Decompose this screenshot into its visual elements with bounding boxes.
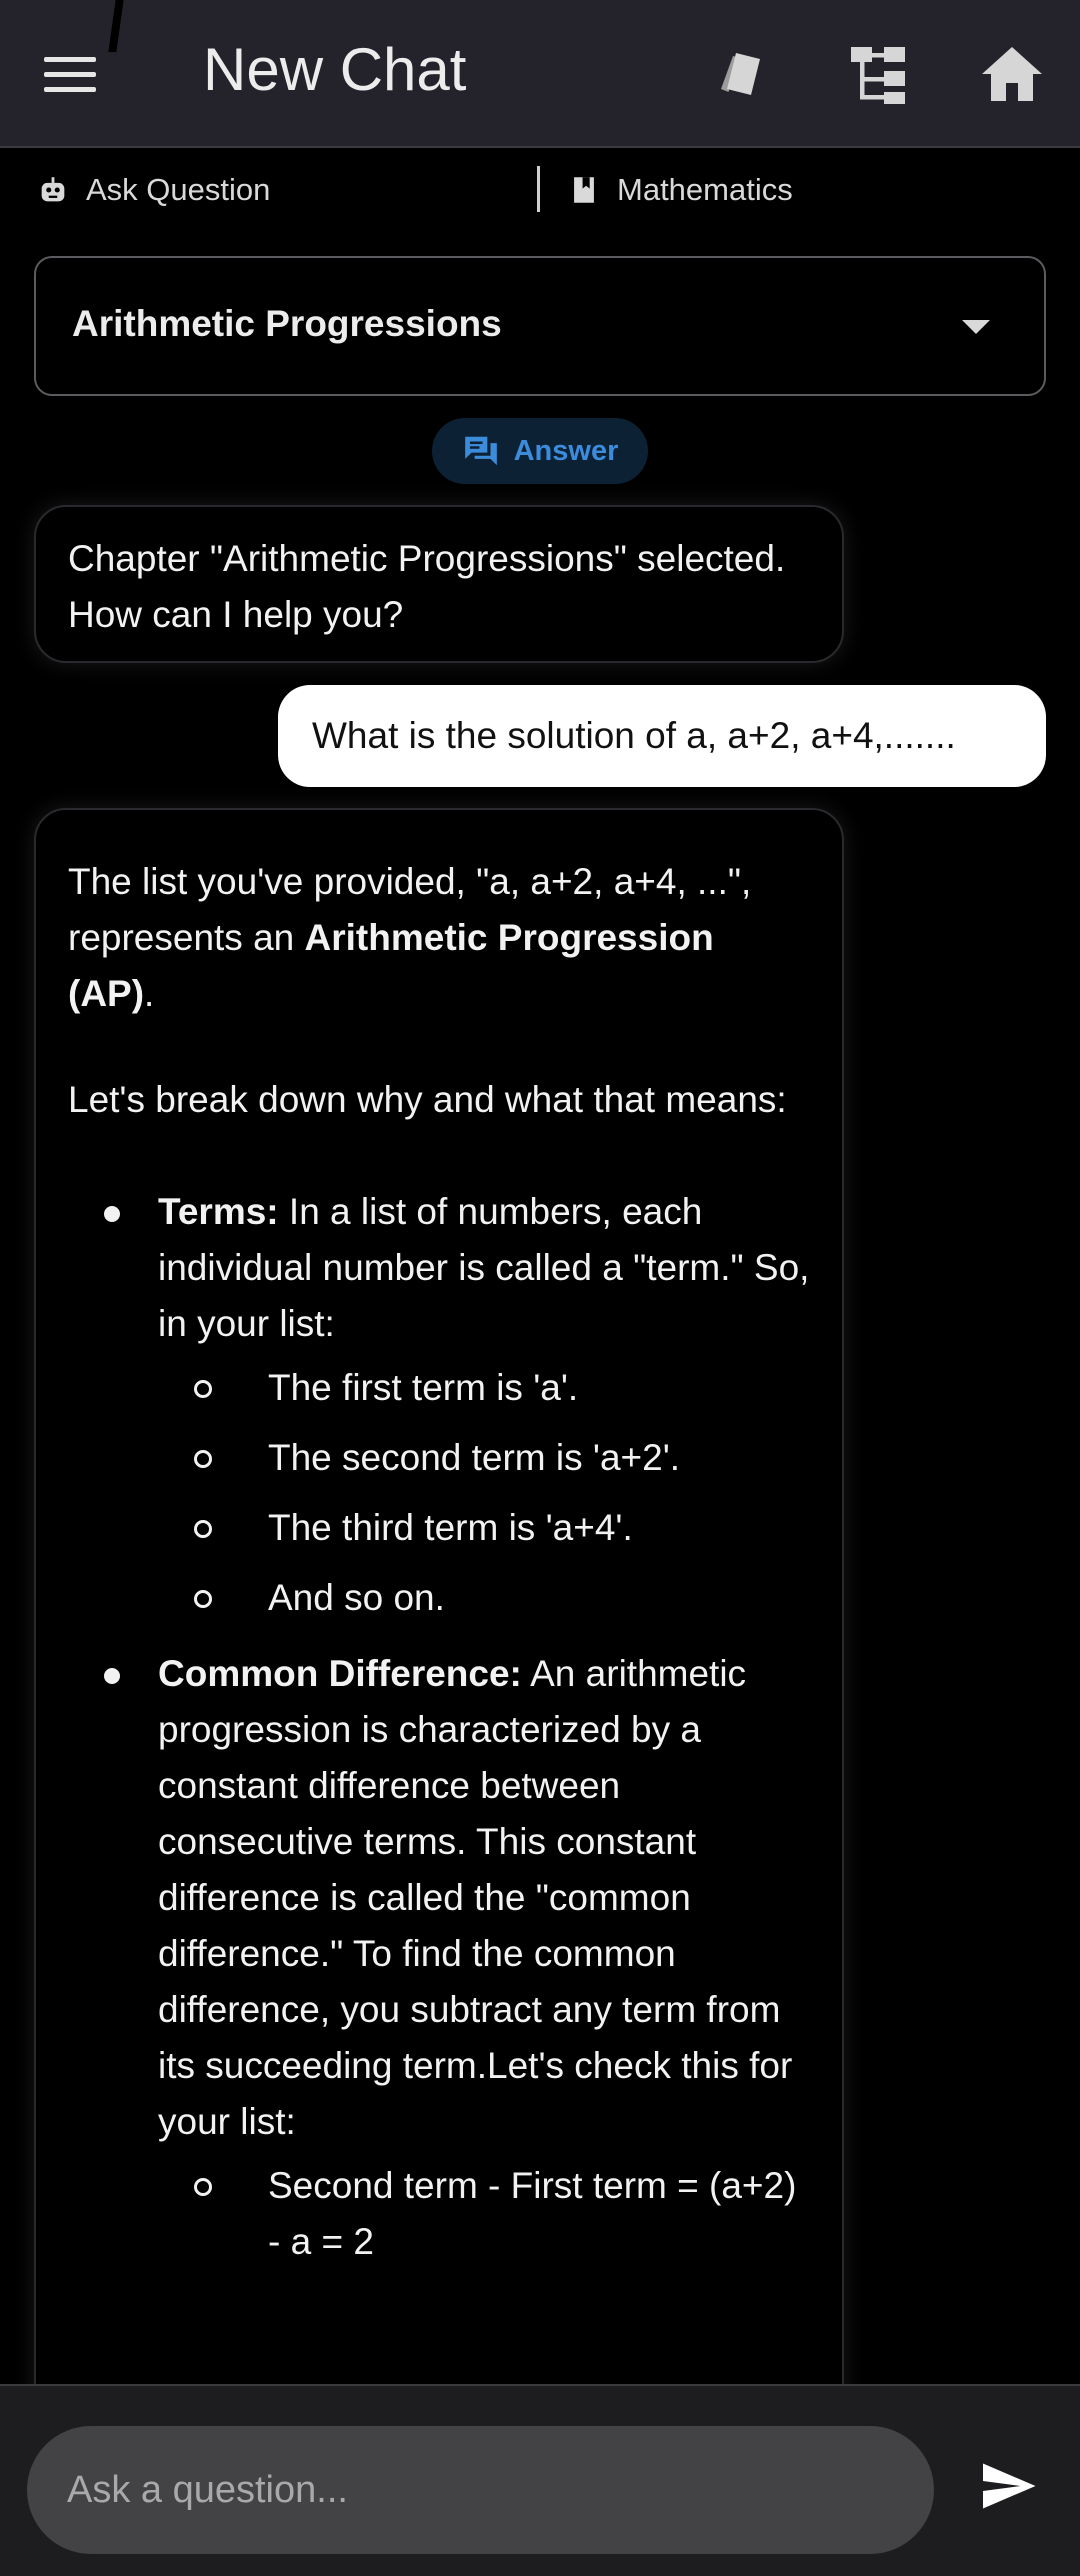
bot-message [34,505,844,663]
circle-bullet-icon [194,1450,212,1468]
circle-bullet-icon [194,1520,212,1538]
answer-list [68,1184,810,2270]
app-bar [0,0,1080,148]
cards-icon[interactable] [706,38,778,110]
sub-list-text: The third term is 'a+4'. [268,1507,633,1548]
page-title: New Chat [203,36,467,103]
home-icon[interactable] [976,38,1048,110]
sub-list-item [158,2158,810,2270]
bot-intro-text: Chapter "Arithmetic Progressions" selected. How can I help you? [68,538,786,635]
answer-chip[interactable] [432,418,648,484]
chapter-value: Arithmetic Progressions [72,303,502,344]
chat-bubbles-icon [462,432,500,470]
user-message [278,685,1046,787]
sub-list-text: And so on. [268,1577,445,1618]
send-icon[interactable] [978,2456,1038,2516]
circle-bullet-icon [194,1380,212,1398]
menu-icon[interactable] [44,44,114,104]
circle-bullet-icon [194,2178,212,2196]
sub-list-text: The first term is 'a'. [268,1367,579,1408]
composer [0,2384,1080,2576]
sub-list-item [158,1430,810,1486]
answer-text: The list you've provided, "a, a+2, a+4, ...", represents an [68,861,752,958]
sub-list-item [158,1500,810,1556]
list-item-heading: Terms: [158,1191,279,1232]
list-item [68,1184,810,1626]
question-input[interactable] [27,2426,934,2554]
robot-icon [36,173,70,207]
sub-list-item [158,1360,810,1416]
sub-list-item [158,1570,810,1626]
ask-question-label: Ask Question [86,172,271,207]
circle-bullet-icon [194,1590,212,1608]
ask-question-tab[interactable] [36,168,270,212]
user-question-text: What is the solution of a, a+2, a+4,....... [312,715,956,756]
answer-paragraph: Let's break down why and what that means: [68,1079,787,1120]
subject-label: Mathematics [617,172,793,207]
bullet-icon [104,1668,120,1684]
list-item-text: In a list of numbers, each individual number is called a "term." So, in your list: [158,1191,810,1344]
subject-tab[interactable] [567,168,793,212]
book-icon [567,173,601,207]
list-item-heading: Common Difference: [158,1653,522,1694]
answer-text: . [144,973,155,1014]
hierarchy-icon[interactable] [842,38,914,110]
answer-bold-text: Arithmetic Progression (AP) [68,917,714,1014]
sub-list [158,1360,810,1626]
bullet-icon [104,1206,120,1222]
chapter-dropdown[interactable] [34,256,1046,396]
list-item [68,1646,810,2270]
answer-label: Answer [513,434,619,467]
sub-list-text: Second term - First term = (a+2) - a = 2 [268,2165,797,2262]
context-bar [0,150,1080,230]
sub-list-text: The second term is 'a+2'. [268,1437,681,1478]
sub-list [158,2158,810,2270]
list-item-text: An arithmetic progression is characterized by a constant difference between consecutive terms. This constant difference is called the "common difference." To find the common difference, you subtract any term from its succeeding term.Let's check this for your list: [158,1653,793,2142]
answer-paragraph [68,854,810,1022]
divider [537,166,540,212]
chevron-down-icon [962,320,990,334]
bot-answer [34,808,844,2408]
